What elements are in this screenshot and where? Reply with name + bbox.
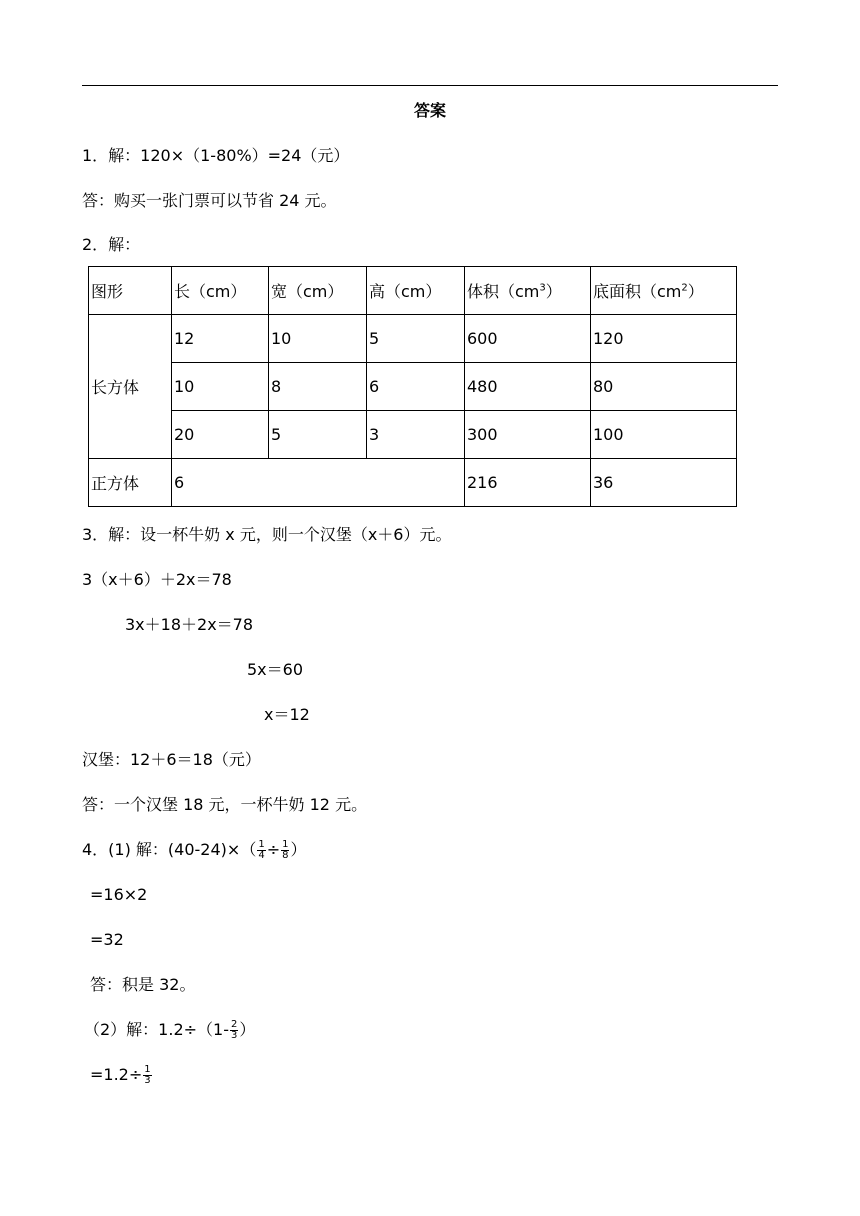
q4-part2-step1: =1.2÷ $\frac{1}{3}$ (90, 1064, 151, 1086)
q3-step1: 3x＋18＋2x＝78 (125, 615, 254, 634)
header-length: 长（cm） (172, 267, 269, 315)
cell-width: 5 (269, 411, 367, 459)
q4-part1-step1: =16×2 (90, 885, 148, 904)
header-volume: 体积$(cm^3)$ (465, 267, 591, 315)
cube-label: 正方体 (89, 459, 172, 507)
cell-base-area: 120 (591, 315, 737, 363)
dimensions-table (88, 266, 737, 507)
header-width: 宽（cm） (269, 267, 367, 315)
table-header-row (89, 267, 737, 315)
q4-part1-answer: 答：积是 32。 (90, 975, 196, 994)
table-row (89, 363, 737, 411)
cell-length: 10 (172, 363, 269, 411)
header-height: 高（cm） (367, 267, 465, 315)
cell-volume: 216 (465, 459, 591, 507)
q3-setup: 3．解：设一杯牛奶 x 元，则一个汉堡（x＋6）元。 (82, 525, 452, 544)
q3-burger: 汉堡：12＋6＝18（元） (82, 750, 261, 769)
fraction: $\frac{1}{4}$ (258, 839, 265, 861)
q1-solution: 1．解：120×（1-80%）=24（元） (82, 146, 350, 165)
cell-volume: 480 (465, 363, 591, 411)
fraction: $\frac{1}{8}$ (282, 839, 289, 861)
table-row (89, 411, 737, 459)
fraction: $\frac{1}{3}$ (144, 1064, 151, 1086)
q3-step2: 5x＝60 (247, 660, 304, 679)
q2-label: 2．解： (82, 235, 141, 254)
q3-answer: 答：一个汉堡 18 元，一杯牛奶 12 元。 (82, 795, 368, 814)
cell-length: 12 (172, 315, 269, 363)
q4-part2: （2）解：1.2÷（1- $\frac{2}{3}$ ） (84, 1019, 256, 1041)
fraction: $\frac{2}{3}$ (231, 1019, 238, 1041)
cuboid-label: 长方体 (89, 315, 172, 459)
q3-equation: 3（x＋6）＋2x＝78 (82, 570, 232, 589)
cell-base-area: 36 (591, 459, 737, 507)
cell-edge: 6 (172, 459, 465, 507)
cell-base-area: 80 (591, 363, 737, 411)
cell-height: 5 (367, 315, 465, 363)
table-row (89, 315, 737, 363)
table-row (89, 459, 737, 507)
top-rule (82, 85, 778, 86)
cell-width: 8 (269, 363, 367, 411)
q4-part1-step2: =32 (90, 930, 124, 949)
cell-volume: 300 (465, 411, 591, 459)
cell-width: 10 (269, 315, 367, 363)
cell-height: 6 (367, 363, 465, 411)
q1-answer: 答：购买一张门票可以节省 24 元。 (82, 191, 337, 210)
cell-height: 3 (367, 411, 465, 459)
header-base-area: 底面积$(cm^2)$ (591, 267, 737, 315)
cell-length: 20 (172, 411, 269, 459)
q3-step3: x＝12 (264, 705, 310, 724)
q4-part1: 4．(1) 解：(40-24)×（ $\frac{1}{4}$ ÷ $\frac{1}{8}$ ） (82, 839, 307, 861)
page-title: 答案 (413, 101, 446, 120)
header-shape: 图形 (89, 267, 172, 315)
cell-base-area: 100 (591, 411, 737, 459)
cell-volume: 600 (465, 315, 591, 363)
